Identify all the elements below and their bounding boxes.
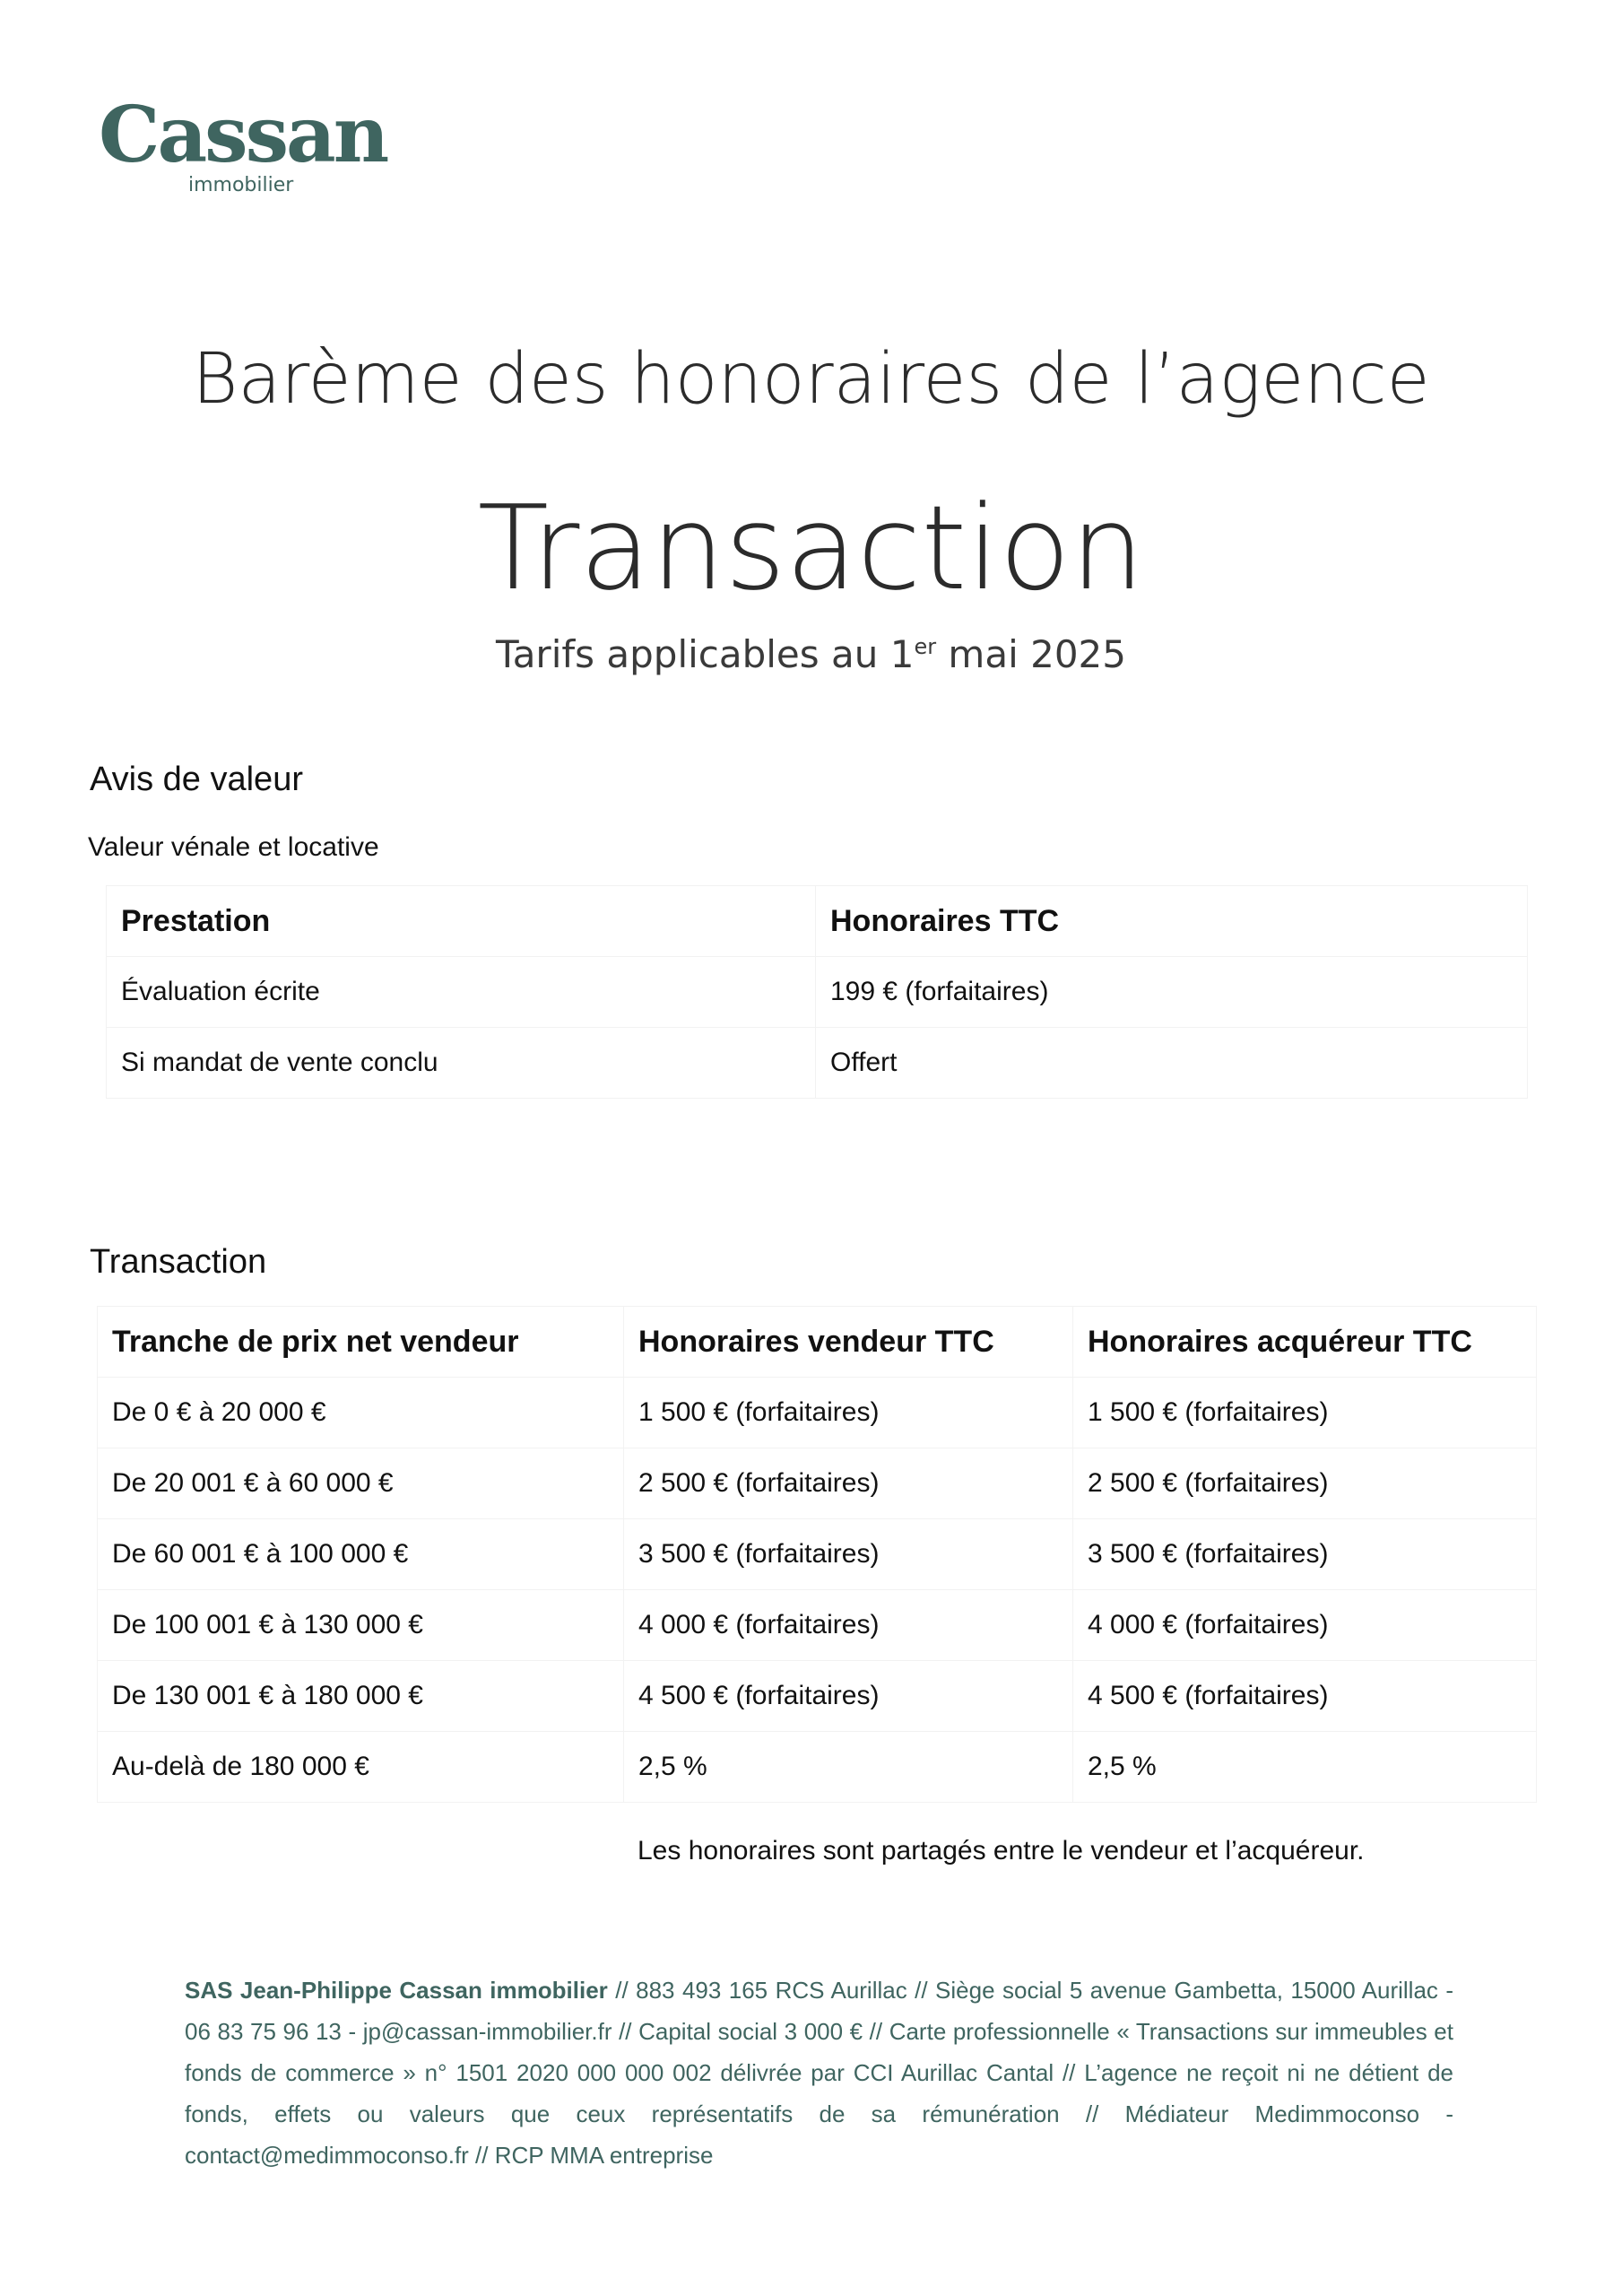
legal-footer [185,1970,1453,2176]
table-header-row [107,886,1528,957]
tarifs-superscript: er [914,634,937,659]
table-cell: 3 500 € (forfaitaires) [1073,1519,1537,1590]
table-header-cell: Prestation [107,886,816,957]
table-row [98,1661,1537,1732]
table-cell: Offert [816,1028,1528,1099]
tarifs-prefix: Tarifs applicables au 1 [495,632,915,676]
table-cell: De 100 001 € à 130 000 € [98,1590,624,1661]
fees-note: Les honoraires sont partagés entre le vendeur et l’acquéreur. [638,1836,1365,1866]
document-title: Barème des honoraires de l’agence [192,339,1430,420]
section-title-avis: Avis de valeur [90,761,303,798]
avis-table [106,885,1528,1099]
table-cell: De 0 € à 20 000 € [98,1378,624,1448]
table-cell: De 60 001 € à 100 000 € [98,1519,624,1590]
table-cell: De 130 001 € à 180 000 € [98,1661,624,1732]
table-cell: Évaluation écrite [107,957,816,1028]
table-cell: 4 500 € (forfaitaires) [624,1661,1073,1732]
table-header-cell: Honoraires TTC [816,886,1528,957]
footer-text: // 883 493 165 RCS Aurillac // Siège social 5 avenue Gambetta, 15000 Aurillac - 06 83 75 96 13 - jp@cassan-immobilier.fr // Capital social 3 000 € // Carte professionnelle « Transactions sur immeubles et fonds de commerce » n° 1501 2020 000 000 002 délivrée par CCI Aurillac Cantal // L’agence ne reçoit ni ne détient de fonds, effets ou valeurs que ceux représentatifs de sa rémunération // Médiateur Medimmoconso - contact@medimmoconso.fr // RCP MMA entreprise [185,1977,1454,2169]
table-row [98,1378,1537,1448]
section-subtitle-avis: Valeur vénale et locative [88,832,379,862]
footer-company: SAS Jean-Philippe Cassan immobilier [185,1977,608,2004]
section-title-transaction: Transaction [90,1243,267,1281]
table-cell: 2 500 € (forfaitaires) [624,1448,1073,1519]
table-cell: 2 500 € (forfaitaires) [1073,1448,1537,1519]
table-cell: 1 500 € (forfaitaires) [624,1378,1073,1448]
table-row [98,1590,1537,1661]
table-cell: 4 000 € (forfaitaires) [624,1590,1073,1661]
table-cell: 4 000 € (forfaitaires) [1073,1590,1537,1661]
tarifs-suffix: mai 2025 [936,632,1126,676]
table-header-row [98,1307,1537,1378]
table-cell: 4 500 € (forfaitaires) [1073,1661,1537,1732]
transaction-table [97,1306,1537,1803]
table-row [107,957,1528,1028]
table-cell: 2,5 % [624,1732,1073,1803]
table-row [98,1519,1537,1590]
table-cell: Si mandat de vente conclu [107,1028,816,1099]
table-header-cell: Honoraires vendeur TTC [624,1307,1073,1378]
logo-wordmark: Cassan [99,90,387,180]
table-header-cell: Tranche de prix net vendeur [98,1307,624,1378]
table-cell: Au-delà de 180 000 € [98,1732,624,1803]
table-row [98,1448,1537,1519]
table-header-cell: Honoraires acquéreur TTC [1073,1307,1537,1378]
effective-date [0,632,1622,676]
table-cell: De 20 001 € à 60 000 € [98,1448,624,1519]
table-cell: 2,5 % [1073,1732,1537,1803]
logo-subtitle: immobilier [188,174,294,196]
company-logo [99,90,387,204]
table-cell: 1 500 € (forfaitaires) [1073,1378,1537,1448]
table-cell: 3 500 € (forfaitaires) [624,1519,1073,1590]
table-row [107,1028,1528,1099]
main-title: Transaction [477,480,1145,616]
table-row [98,1732,1537,1803]
table-cell: 199 € (forfaitaires) [816,957,1528,1028]
